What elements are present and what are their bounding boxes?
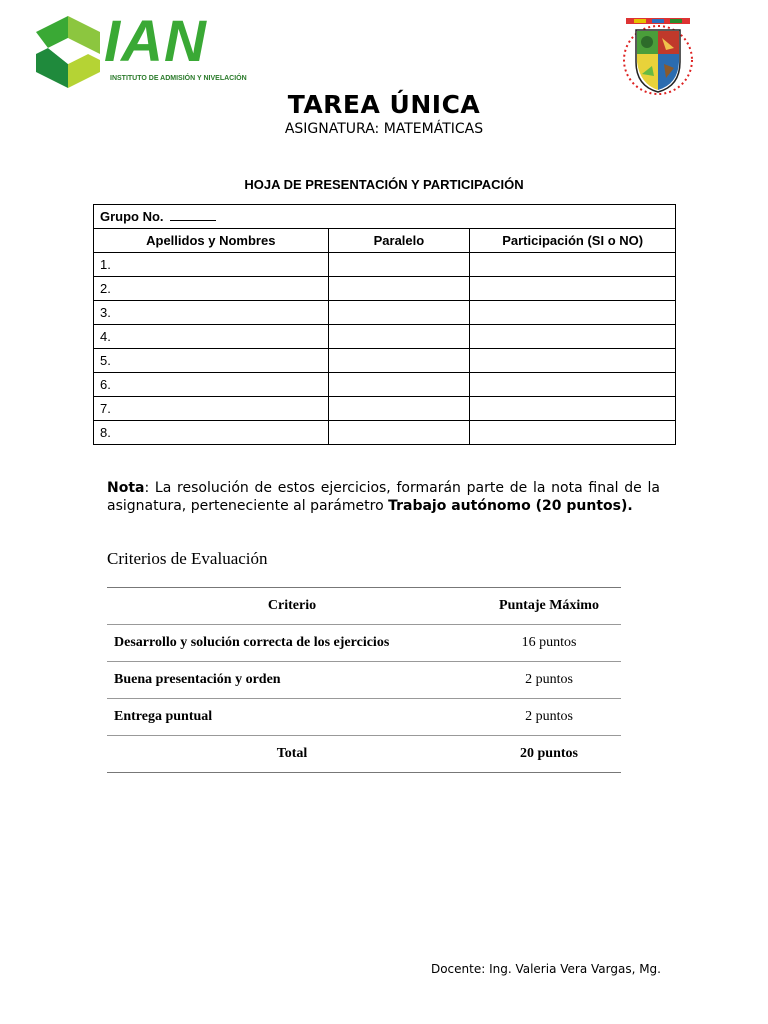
row-number[interactable]: 6. (94, 373, 329, 397)
participation-cell[interactable] (470, 373, 676, 397)
total-label: Total (276, 746, 308, 761)
paralelo-cell[interactable] (328, 277, 470, 301)
row-number[interactable]: 1. (94, 253, 329, 277)
total-row (107, 736, 621, 773)
participation-table (93, 204, 676, 445)
table-row (107, 699, 621, 736)
paralelo-cell[interactable] (328, 421, 470, 445)
paralelo-cell[interactable] (328, 253, 470, 277)
participation-cell[interactable] (470, 325, 676, 349)
points-cell: 16 puntos (477, 625, 621, 662)
row-number[interactable]: 3. (94, 301, 329, 325)
paralelo-cell[interactable] (328, 397, 470, 421)
table-row (94, 253, 676, 277)
table-row (107, 662, 621, 699)
table-row (94, 373, 676, 397)
row-number[interactable]: 5. (94, 349, 329, 373)
row-number[interactable]: 8. (94, 421, 329, 445)
table-row (94, 325, 676, 349)
table-row (94, 421, 676, 445)
column-header-names: Apellidos y Nombres (94, 229, 329, 253)
paralelo-cell[interactable] (328, 349, 470, 373)
participation-cell[interactable] (470, 397, 676, 421)
column-header-criterion: Criterio (107, 588, 477, 625)
note-text: : La resolución de estos ejercicios, formarán parte de la nota final de la asignatura, perteneciente al parámetro (107, 480, 660, 514)
total-points: 20 puntos (520, 746, 578, 761)
criterion-cell: Desarrollo y solución correcta de los ejercicios (107, 625, 477, 662)
column-header-max-score: Puntaje Máximo (477, 588, 621, 625)
ian-tagline: INSTITUTO DE ADMISIÓN Y NIVELACIÓN (110, 75, 247, 82)
column-header-paralelo: Paralelo (328, 229, 470, 253)
participation-cell[interactable] (470, 349, 676, 373)
criterion-cell: Entrega puntual (107, 699, 477, 736)
note-label: Nota (107, 480, 145, 496)
table-row (107, 625, 621, 662)
table-row (94, 397, 676, 421)
group-number-blank[interactable] (170, 211, 216, 221)
page-title: TAREA ÚNICA (287, 90, 481, 119)
table-row (94, 301, 676, 325)
row-number[interactable]: 7. (94, 397, 329, 421)
ian-logo (34, 9, 256, 90)
group-number-label: Grupo No. (100, 209, 164, 224)
points-cell: 2 puntos (477, 662, 621, 699)
university-crest-icon (620, 16, 696, 98)
teacher-signature-line: Docente: Ing. Valeria Vera Vargas, Mg. (430, 962, 661, 976)
sheet-heading: HOJA DE PRESENTACIÓN Y PARTICIPACIÓN (244, 177, 524, 192)
criteria-title: Criterios de Evaluación (107, 549, 268, 568)
note-emphasis: Trabajo autónomo (20 puntos). (388, 498, 633, 514)
points-cell: 2 puntos (477, 699, 621, 736)
participation-cell[interactable] (470, 277, 676, 301)
ian-wordmark: IAN (104, 9, 207, 74)
column-header-participation: Participación (SI o NO) (470, 229, 676, 253)
table-row (94, 277, 676, 301)
table-row (94, 349, 676, 373)
ian-logo-mark-icon (34, 14, 102, 90)
participation-cell[interactable] (470, 301, 676, 325)
row-number[interactable]: 2. (94, 277, 329, 301)
group-number-cell[interactable] (94, 205, 676, 229)
criteria-table (107, 587, 621, 773)
paralelo-cell[interactable] (328, 373, 470, 397)
participation-cell[interactable] (470, 421, 676, 445)
row-number[interactable]: 4. (94, 325, 329, 349)
note-paragraph (107, 479, 660, 515)
criterion-cell: Buena presentación y orden (107, 662, 477, 699)
paralelo-cell[interactable] (328, 325, 470, 349)
subject-subtitle: ASIGNATURA: MATEMÁTICAS (284, 121, 484, 137)
paralelo-cell[interactable] (328, 301, 470, 325)
participation-cell[interactable] (470, 253, 676, 277)
